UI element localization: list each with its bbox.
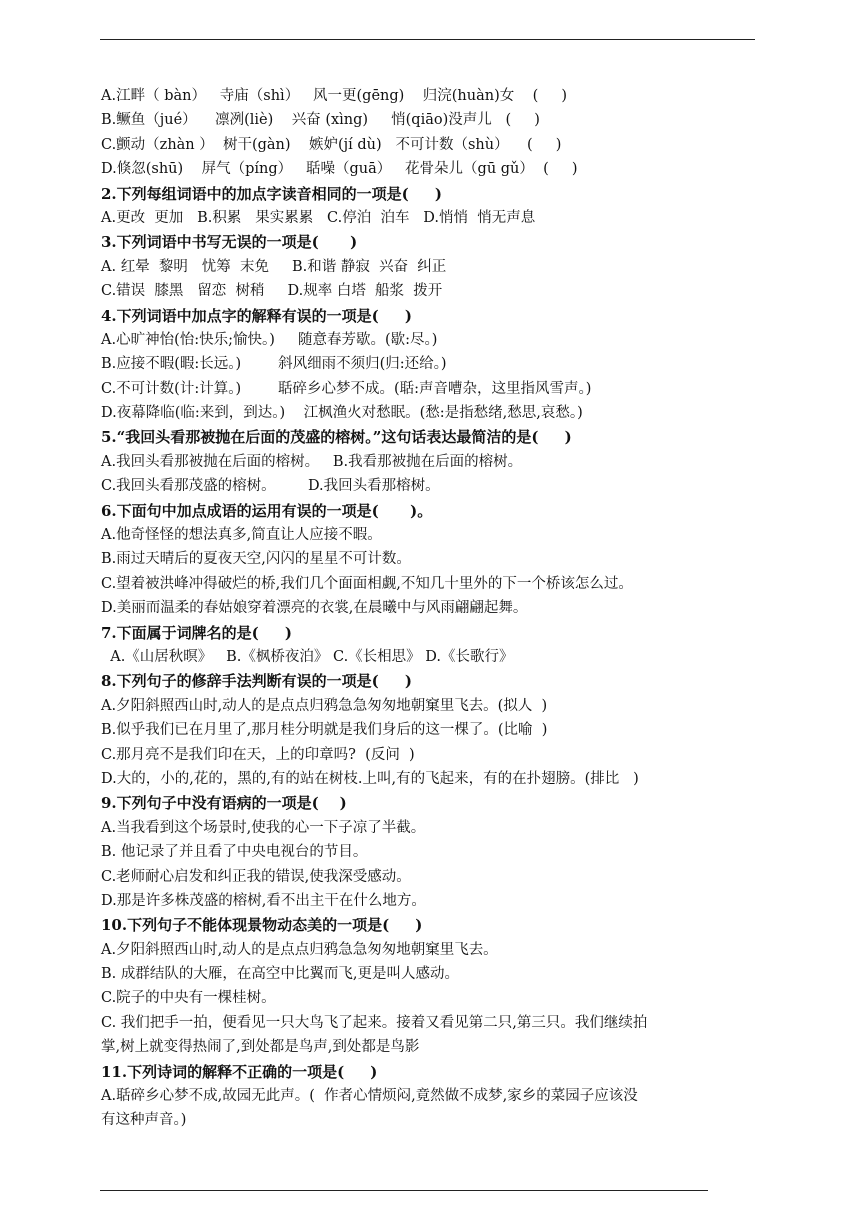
q9-option-c: C.老师耐心启发和纠正我的错误,使我深受感动。 <box>101 868 411 885</box>
q8-stem: 8.下列句子的修辞手法判断有误的一项是( ) <box>101 672 412 691</box>
q4-option-c: C.不可计数(计:计算。) 聒碎乡心梦不成。(聒:声音嘈杂，这里指风雪声。) <box>101 380 592 397</box>
q6-option-c: C.望着被洪峰冲得破烂的桥,我们几个面面相觑,不知几十里外的下一个桥该怎么过。 <box>101 575 633 592</box>
question-page <box>101 84 763 1133</box>
q11-option-a-cont: 有这种声音。) <box>101 1112 187 1129</box>
q8-option-c: C.那月亮不是我们印在天，上的印章吗? (反问 ) <box>101 746 415 763</box>
q4-option-d: D.夜幕降临(临:来到，到达。) 江枫渔火对愁眠。(愁:是指愁绪,愁思,哀愁。) <box>101 405 583 422</box>
q10-option-b: B. 成群结队的大雁，在高空中比翼而飞,更是叫人感动。 <box>101 966 459 983</box>
q10-option-c: C.院子的中央有一棵桂树。 <box>101 990 276 1007</box>
header-rule <box>100 39 755 40</box>
q1-option-a: A.江畔（ bàn） 寺庙（shì） 风一更(gēng) 归浣(huàn)女 ( ) <box>101 88 568 104</box>
q4-option-b: B.应接不暇(暇:长远。) 斜风细雨不须归(归:还给。) <box>101 356 447 373</box>
q2-options: A.更改 更加 B.积累 果实累累 C.停泊 泊车 D.悄悄 悄无声息 <box>101 209 536 226</box>
q9-option-a: A.当我看到这个场景时,使我的心一下子凉了半截。 <box>101 819 426 836</box>
q10-stem: 10.下列句子不能体现景物动态美的一项是( ) <box>101 916 423 935</box>
q4-option-a: A.心旷神怡(怡:快乐;愉快。) 随意春芳歇。(歇:尽。) <box>101 331 438 348</box>
q8-option-d: D.大的，小的,花的，黑的,有的站在树枝.上叫,有的飞起来，有的在扑翅膀。(排比 ) <box>101 770 639 787</box>
q3-stem: 3.下列词语中书写无误的一项是( ) <box>101 233 358 252</box>
q1-option-c: C.颤动（zhàn ） 树干(gàn) 嫉妒(jí dù) 不可计数（shù） ( ) <box>101 136 562 153</box>
q10-option-c2: C. 我们把手一拍，便看见一只大鸟飞了起来。接着又看见第二只,第三只。我们继续拍 <box>101 1014 648 1031</box>
q11-stem: 11.下列诗词的解释不正确的一项是( ) <box>101 1062 378 1081</box>
q10-option-c2-cont: 掌,树上就变得热闹了,到处都是鸟声,到处都是鸟影 <box>101 1039 420 1056</box>
q11-option-a: A.聒碎乡心梦不成,故园无此声。( 作者心情烦闷,竟然做不成梦,家乡的菜园子应该没 <box>101 1088 638 1105</box>
q5-options-ab: A.我回头看那被抛在后面的榕树。 B.我看那被抛在后面的榕树。 <box>101 453 523 470</box>
q9-option-d: D.那是许多株茂盛的榕树,看不出主干在什么地方。 <box>101 892 426 909</box>
q3-options-ab: A. 红晕 黎明 忧筹 末免 B.和谐 静寂 兴奋 纠正 <box>101 258 447 275</box>
q9-stem: 9.下列句子中没有语病的一项是( ) <box>101 794 347 813</box>
q1-option-d: D.倏忽(shū) 屏气（píng） 聒噪（guā） 花骨朵儿（gū gǔ） ( ) <box>101 161 578 178</box>
q4-stem: 4.下列词语中加点字的解释有误的一项是( ) <box>101 306 412 325</box>
q6-option-a: A.他奇怪怪的想法真多,简直让人应接不暇。 <box>101 527 382 544</box>
q5-options-cd: C.我回头看那茂盛的榕树。 D.我回头看那榕树。 <box>101 478 440 495</box>
q5-stem: 5.“我回头看那被抛在后面的茂盛的榕树。”这句话表达最简洁的是( ) <box>101 428 572 447</box>
q6-option-d: D.美丽而温柔的春姑娘穿着漂亮的衣裳,在晨曦中与风雨翩翩起舞。 <box>101 600 528 617</box>
footer-rule <box>100 1190 708 1191</box>
q1-option-b: B.鳜鱼（jué） 凛冽(liè) 兴奋 (xìng) 悄(qiāo)没声儿 ( ) <box>101 112 540 129</box>
q8-option-a: A.夕阳斜照西山时,动人的是点点归鸦急急匆匆地朝窠里飞去。(拟人 ) <box>101 697 548 714</box>
q7-stem: 7.下面属于词牌名的是( ) <box>101 623 292 642</box>
q7-options: A.《山居秋暝》 B.《枫桥夜泊》 C.《长相思》 D.《长歌行》 <box>101 648 514 665</box>
q6-option-b: B.雨过天晴后的夏夜天空,闪闪的星星不可计数。 <box>101 551 411 568</box>
q3-options-cd: C.错误 膝黑 留恋 树稍 D.规率 白塔 船浆 拨开 <box>101 283 443 300</box>
q8-option-b: B.似乎我们已在月里了,那月桂分明就是我们身后的这一棵了。(比喻 ) <box>101 722 548 739</box>
q10-option-a: A.夕阳斜照西山时,动人的是点点归鸦急急匆匆地朝窠里飞去。 <box>101 941 498 958</box>
q9-option-b: B. 他记录了并且看了中央电视台的节目。 <box>101 844 368 861</box>
q2-stem: 2.下列每组词语中的加点字读音相同的一项是( ) <box>101 184 442 203</box>
q6-stem: 6.下面句中加点成语的运用有误的一项是( )。 <box>101 501 433 520</box>
